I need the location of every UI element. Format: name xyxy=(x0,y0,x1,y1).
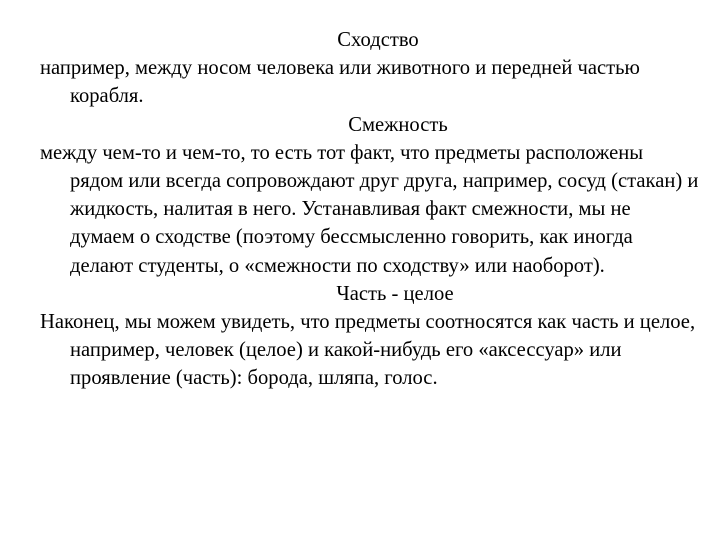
heading-contiguity: Смежность xyxy=(348,113,448,136)
paragraph-part-whole: Наконец, мы можем увидеть, что предметы соотносятся как часть и целое, например, человек (целое) и какой-нибудь его «аксессуар» или проявление (часть): борода, шляпа, голос. xyxy=(40,311,696,390)
slide-content xyxy=(40,26,700,393)
paragraph-contiguity: между чем-то и чем-то, то есть тот факт, что предметы расположены рядом или всегда сопровождают друг друга, например, сосуд (стакан) и жидкость, налитая в него. Устанавливая факт смежности, мы не думаем о сходстве (поэтому бессмысленно говорить, как иногда делают студенты, о «смежности по сходству» или наоборот). xyxy=(40,141,699,277)
heading-part-whole: Часть - целое xyxy=(336,282,454,305)
heading-similarity: Сходство xyxy=(337,29,419,51)
paragraph-similarity: например, между носом человека или животного и передней частью корабля. xyxy=(40,57,640,108)
